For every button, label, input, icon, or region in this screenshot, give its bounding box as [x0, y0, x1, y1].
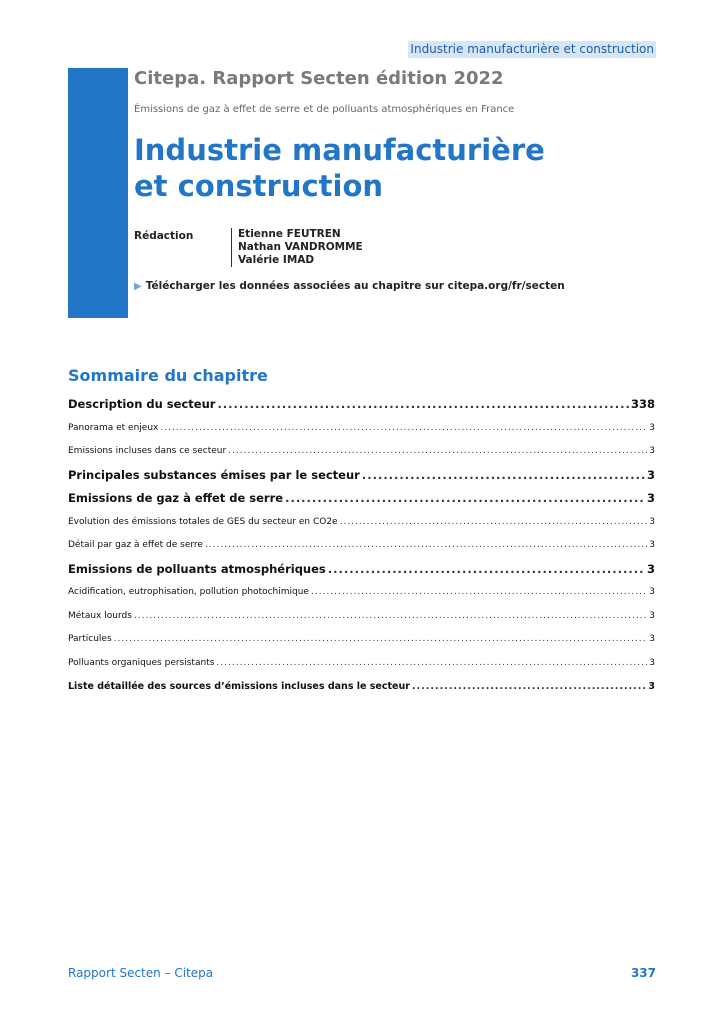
toc-entry-page: 3: [649, 587, 655, 597]
toc-entry[interactable]: [68, 628, 655, 652]
toc-leader: [285, 487, 645, 511]
toc-entry[interactable]: [68, 511, 655, 535]
toc-entry-page: 3: [649, 446, 655, 456]
toc-leader: [160, 417, 647, 441]
toc-entry-title: Particules: [68, 634, 112, 644]
toc-entry[interactable]: [68, 675, 655, 699]
play-triangle-icon: ▶: [134, 281, 142, 292]
author: Etienne FEUTREN: [238, 228, 341, 240]
toc-entry[interactable]: [68, 581, 655, 605]
toc-leader: [114, 628, 648, 652]
toc-entry-page: 3: [649, 422, 655, 433]
running-header: Industrie manufacturière et construction: [410, 42, 654, 56]
toc-entry-page: 3: [646, 561, 655, 576]
toc-entry-title: Emissions de gaz à effet de serre: [68, 491, 284, 505]
toc-entry-title: Liste détaillée des sources d’émissions incluses dans le secteur: [68, 681, 410, 692]
toc-entry[interactable]: [68, 487, 655, 511]
toc-entry-title: Panorama et enjeux: [68, 422, 159, 433]
chapter-title-line2: et construction: [134, 169, 384, 203]
download-text: Télécharger les données associées au chapitre sur citepa.org/fr/secten: [145, 280, 565, 292]
toc-entry-page: 3: [649, 634, 655, 644]
toc-leader: [412, 675, 646, 699]
toc-entry-page: 3: [646, 491, 655, 505]
toc-leader: [328, 558, 645, 582]
toc-entry-title: Polluants organiques persistants: [68, 657, 215, 668]
toc-leader: [362, 464, 645, 488]
toc-entry[interactable]: [68, 534, 655, 558]
toc-entry[interactable]: [68, 393, 655, 417]
authors-list: [231, 228, 363, 267]
toc-entry[interactable]: [68, 558, 655, 582]
download-link[interactable]: [134, 280, 565, 292]
toc-leader: [340, 511, 648, 535]
toc-leader: [216, 652, 647, 676]
footer-source: Rapport Secten – Citepa: [68, 966, 214, 980]
toc-leader: [228, 440, 647, 464]
toc-entry-title: Description du secteur: [68, 397, 216, 411]
chapter-title-line1: Industrie manufacturière: [134, 133, 545, 167]
accent-bar: [68, 68, 128, 318]
toc-entry[interactable]: [68, 440, 655, 464]
toc-leader: [311, 581, 647, 605]
toc-entry-title: Principales substances émises par le secteur: [68, 467, 360, 482]
table-of-contents: [68, 393, 655, 699]
toc-entry-title: Acidification, eutrophisation, pollution photochimique: [68, 587, 309, 597]
toc-entry-title: Emissions de polluants atmosphériques: [68, 561, 326, 576]
page-number: 337: [630, 966, 656, 980]
toc-entry-page: 3: [648, 681, 655, 692]
author: Nathan VANDROMME: [238, 241, 363, 253]
toc-entry-page: 3: [649, 657, 655, 668]
toc-leader: [217, 393, 629, 417]
toc-entry-page: 3: [649, 610, 655, 621]
report-title: Citepa. Rapport Secten édition 2022: [134, 68, 504, 89]
toc-leader: [134, 605, 647, 629]
toc-entry-page: 3: [646, 467, 655, 482]
toc-entry-title: Détail par gaz à effet de serre: [68, 540, 203, 550]
toc-entry-page: 3: [649, 540, 655, 550]
toc-entry-title: Evolution des émissions totales de GES du secteur en CO2e: [68, 516, 338, 527]
chapter-title: [134, 132, 545, 204]
toc-entry-page: 338: [630, 397, 655, 411]
toc-entry[interactable]: [68, 464, 655, 488]
report-subtitle: Émissions de gaz à effet de serre et de polluants atmosphériques en France: [134, 104, 515, 115]
toc-heading: Sommaire du chapitre: [68, 366, 268, 385]
author: Valérie IMAD: [238, 254, 315, 266]
toc-entry-page: 3: [649, 516, 655, 527]
toc-entry[interactable]: [68, 652, 655, 676]
toc-entry[interactable]: [68, 417, 655, 441]
toc-leader: [205, 534, 647, 558]
toc-entry-title: Emissions incluses dans ce secteur: [68, 446, 227, 456]
redaction-label: Rédaction: [134, 230, 194, 242]
toc-entry-title: Métaux lourds: [68, 610, 132, 621]
toc-entry[interactable]: [68, 605, 655, 629]
